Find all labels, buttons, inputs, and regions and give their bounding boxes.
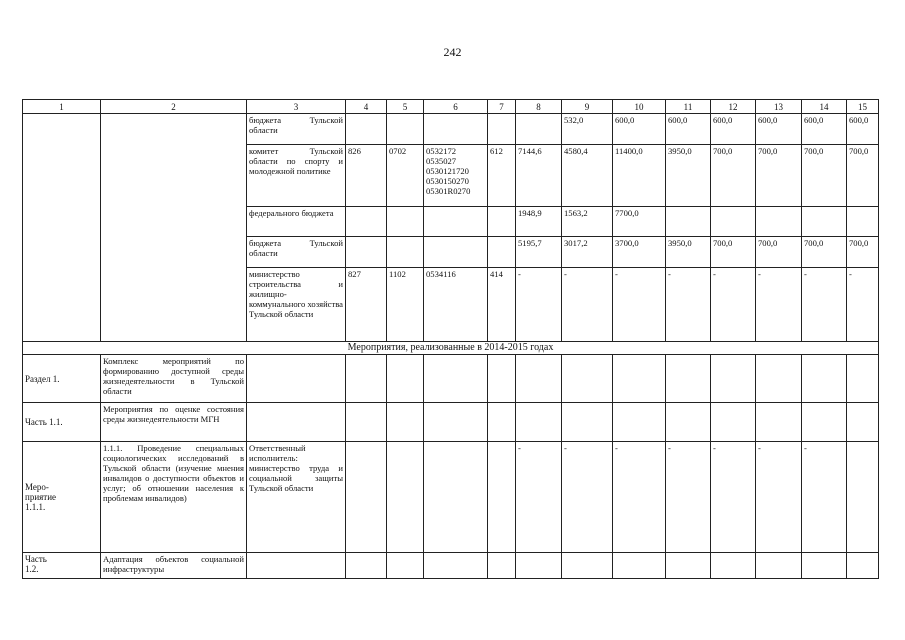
header-col-12: 12 <box>711 100 756 114</box>
row-source <box>247 403 346 442</box>
row-c4 <box>346 207 387 237</box>
header-col-2: 2 <box>101 100 247 114</box>
empty-cell <box>488 355 516 403</box>
row-v13: - <box>756 268 802 342</box>
table-row <box>23 403 879 442</box>
row-c7 <box>488 237 516 268</box>
row-label: Часть 1.2. <box>23 553 101 579</box>
row-v12 <box>711 403 756 442</box>
row-v11 <box>666 207 711 237</box>
row-v9: 1563,2 <box>562 207 613 237</box>
row-v9: 4580,4 <box>562 145 613 207</box>
empty-cell <box>488 442 516 553</box>
empty-cell <box>387 553 424 579</box>
row-description: Адаптация объектов социальной инфраструктуры <box>101 553 247 579</box>
row-v10: 7700,0 <box>613 207 666 237</box>
row-v13 <box>756 403 802 442</box>
row-c7: 612 <box>488 145 516 207</box>
row-v11: - <box>666 442 711 553</box>
row-source: министерство строительства и жилищно-коммунального хозяйства Тульской области <box>247 268 346 342</box>
header-col-14: 14 <box>802 100 847 114</box>
row-v10: 600,0 <box>613 114 666 145</box>
row-v9: 532,0 <box>562 114 613 145</box>
empty-cell <box>424 553 488 579</box>
row-v11: - <box>666 268 711 342</box>
empty-cell <box>488 403 516 442</box>
page-number: 242 <box>443 45 462 59</box>
empty-cell <box>346 442 387 553</box>
row-v15: 600,0 <box>847 114 879 145</box>
row-v12: - <box>711 442 756 553</box>
section-row <box>23 342 879 355</box>
row-v15 <box>847 403 879 442</box>
row-source <box>247 553 346 579</box>
row-v8 <box>516 355 562 403</box>
row-v9: 3017,2 <box>562 237 613 268</box>
row-source: комитет Тульской области по спорту и молодежной политике <box>247 145 346 207</box>
table-row <box>23 442 879 553</box>
empty-cell <box>346 553 387 579</box>
row-v8: 7144,6 <box>516 145 562 207</box>
row-v10: 3700,0 <box>613 237 666 268</box>
row-c4 <box>346 237 387 268</box>
row-c7: 414 <box>488 268 516 342</box>
row-v15: - <box>847 268 879 342</box>
row-label: Раздел 1. <box>23 355 101 403</box>
row-v11 <box>666 403 711 442</box>
row-v12: - <box>711 268 756 342</box>
row-v14 <box>802 403 847 442</box>
row-v11: 3950,0 <box>666 237 711 268</box>
row-v13 <box>756 355 802 403</box>
row-v15: 700,0 <box>847 237 879 268</box>
row-v11 <box>666 553 711 579</box>
row-v11: 3950,0 <box>666 145 711 207</box>
row-v8 <box>516 403 562 442</box>
row-v13 <box>756 207 802 237</box>
row-v10: - <box>613 268 666 342</box>
row-c5: 0702 <box>387 145 424 207</box>
row-c4: 827 <box>346 268 387 342</box>
row-v15: 700,0 <box>847 145 879 207</box>
header-col-13: 13 <box>756 100 802 114</box>
row-v14: 700,0 <box>802 145 847 207</box>
row-source: федерального бюджета <box>247 207 346 237</box>
empty-cell <box>488 553 516 579</box>
row-v15 <box>847 553 879 579</box>
budget-table <box>22 99 879 579</box>
row-c6 <box>424 207 488 237</box>
row-c4 <box>346 114 387 145</box>
row-v12: 700,0 <box>711 145 756 207</box>
empty-cell <box>387 355 424 403</box>
row-v14 <box>802 207 847 237</box>
row-c6 <box>424 237 488 268</box>
row-v13: 700,0 <box>756 145 802 207</box>
row-c5 <box>387 237 424 268</box>
row-v10: 11400,0 <box>613 145 666 207</box>
row-v14: - <box>802 442 847 553</box>
row-description: Комплекс мероприятий по формированию доступной среды жизнедеятельности в Тульской области <box>101 355 247 403</box>
empty-cell <box>346 403 387 442</box>
row-label: Меро- приятие 1.1.1. <box>23 442 101 553</box>
row-v14: 700,0 <box>802 237 847 268</box>
row-v12 <box>711 207 756 237</box>
row-v10 <box>613 553 666 579</box>
header-col-5: 5 <box>387 100 424 114</box>
header-col-7: 7 <box>488 100 516 114</box>
header-row <box>23 100 879 114</box>
merged-cell-col2 <box>101 114 247 342</box>
row-c5 <box>387 207 424 237</box>
empty-cell <box>346 355 387 403</box>
row-v8: - <box>516 442 562 553</box>
empty-cell <box>387 403 424 442</box>
row-c7 <box>488 114 516 145</box>
header-col-10: 10 <box>613 100 666 114</box>
header-col-11: 11 <box>666 100 711 114</box>
row-v9: - <box>562 442 613 553</box>
header-col-1: 1 <box>23 100 101 114</box>
header-col-15: 15 <box>847 100 879 114</box>
row-c6: 0532172 0535027 0530121720 0530150270 05301R0270 <box>424 145 488 207</box>
row-c5: 1102 <box>387 268 424 342</box>
row-source: бюджета Тульской области <box>247 114 346 145</box>
row-v8: 5195,7 <box>516 237 562 268</box>
row-v12 <box>711 553 756 579</box>
row-c4: 826 <box>346 145 387 207</box>
header-col-8: 8 <box>516 100 562 114</box>
row-v15 <box>847 355 879 403</box>
row-v9 <box>562 553 613 579</box>
row-v8: 1948,9 <box>516 207 562 237</box>
row-v9 <box>562 403 613 442</box>
row-v13 <box>756 553 802 579</box>
row-v11 <box>666 355 711 403</box>
table-row <box>23 114 879 145</box>
row-v12 <box>711 355 756 403</box>
row-v10 <box>613 403 666 442</box>
row-v10 <box>613 355 666 403</box>
empty-cell <box>424 442 488 553</box>
row-label: Часть 1.1. <box>23 403 101 442</box>
row-c7 <box>488 207 516 237</box>
row-source: Ответственный исполнитель: министерство труда и социальной защиты Тульской области <box>247 442 346 553</box>
row-v9 <box>562 355 613 403</box>
row-v10: - <box>613 442 666 553</box>
header-col-3: 3 <box>247 100 346 114</box>
row-v14 <box>802 355 847 403</box>
empty-cell <box>424 403 488 442</box>
table-row <box>23 355 879 403</box>
row-v13: 700,0 <box>756 237 802 268</box>
row-c6: 0534116 <box>424 268 488 342</box>
row-v15 <box>847 207 879 237</box>
row-v14 <box>802 553 847 579</box>
empty-cell <box>424 355 488 403</box>
row-v12: 600,0 <box>711 114 756 145</box>
row-description: 1.1.1. Проведение специальных социологических исследований в Тульской области (изучение мнения инвалидов о доступности объектов и услуг; об отношении населения к проблемам инвалидов) <box>101 442 247 553</box>
empty-cell <box>387 442 424 553</box>
section-title: Мероприятия, реализованные в 2014-2015 годах <box>23 342 879 355</box>
row-v8 <box>516 553 562 579</box>
row-c6 <box>424 114 488 145</box>
table-row <box>23 553 879 579</box>
row-v13: - <box>756 442 802 553</box>
row-v15 <box>847 442 879 553</box>
row-v9: - <box>562 268 613 342</box>
row-v13: 600,0 <box>756 114 802 145</box>
merged-cell-col1 <box>23 114 101 342</box>
header-col-4: 4 <box>346 100 387 114</box>
row-source: бюджета Тульской области <box>247 237 346 268</box>
header-col-9: 9 <box>562 100 613 114</box>
row-description: Мероприятия по оценке состояния среды жизнедеятельности МГН <box>101 403 247 442</box>
row-v14: 600,0 <box>802 114 847 145</box>
row-v14: - <box>802 268 847 342</box>
row-v11: 600,0 <box>666 114 711 145</box>
row-v8 <box>516 114 562 145</box>
row-c5 <box>387 114 424 145</box>
row-source <box>247 355 346 403</box>
row-v8: - <box>516 268 562 342</box>
row-v12: 700,0 <box>711 237 756 268</box>
header-col-6: 6 <box>424 100 488 114</box>
